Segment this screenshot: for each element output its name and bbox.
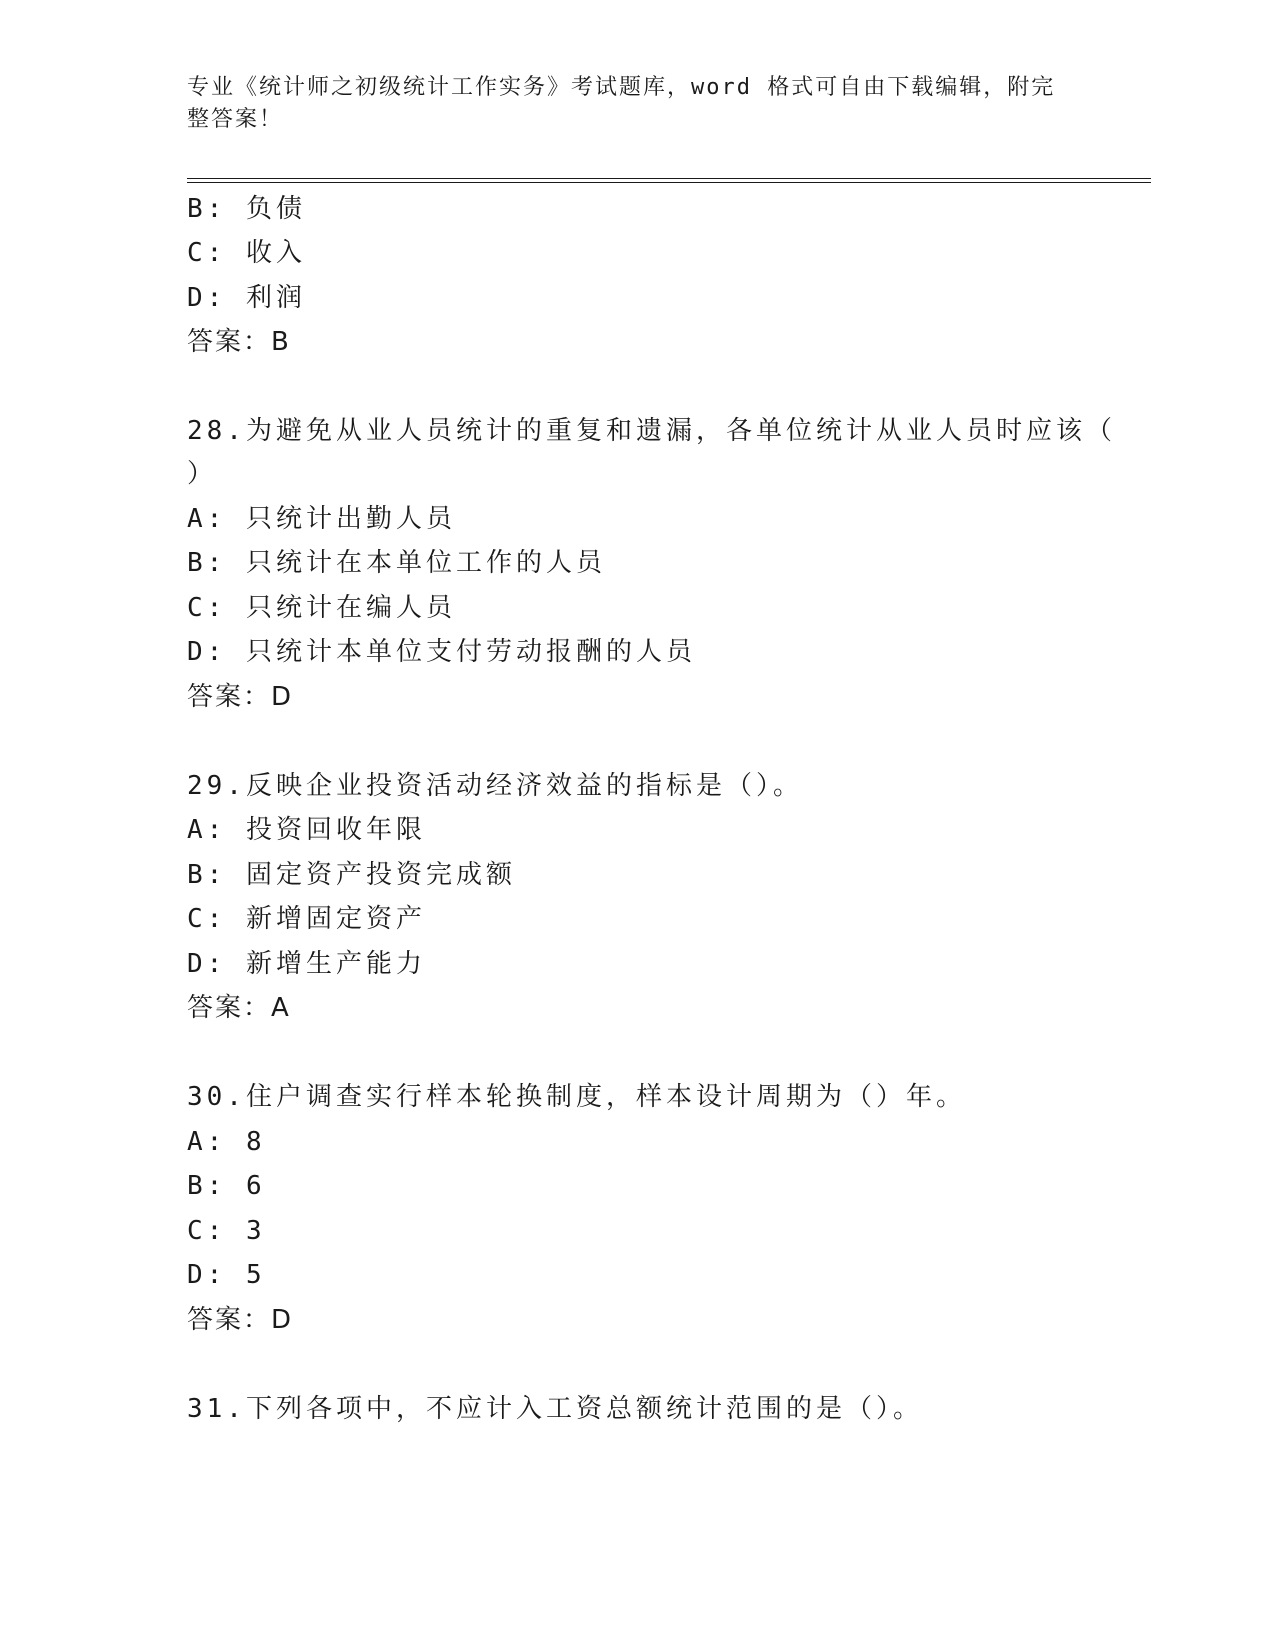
answer: 答案：B [187,327,291,357]
q28-option-c: C: 只统计在编人员 [187,593,456,623]
q30-option-d: D: 5 [187,1260,266,1290]
q30-option-c: C: 3 [187,1216,266,1246]
document-header [187,72,1067,136]
q29-answer: 答案：A [187,993,291,1023]
option-b: B: 负债 [187,194,306,224]
header-divider-bottom [187,182,1151,183]
q29-option-d: D: 新增生产能力 [187,949,426,979]
q29-option-a: A: 投资回收年限 [187,815,426,845]
option-d: D: 利润 [187,283,306,313]
q30-answer: 答案：D [187,1305,294,1335]
question-30-stem: 30.住户调查实行样本轮换制度，样本设计周期为（）年。 [187,1082,966,1112]
q30-option-b: B: 6 [187,1171,266,1201]
question-28-stem: 28.为避免从业人员统计的重复和遗漏，各单位统计从业人员时应该（ [187,416,1116,446]
q29-option-c: C: 新增固定资产 [187,904,426,934]
header-divider-top [187,178,1151,179]
q30-option-a: A: 8 [187,1127,266,1157]
q28-option-b: B: 只统计在本单位工作的人员 [187,548,606,578]
q28-option-a: A: 只统计出勤人员 [187,504,456,534]
q28-option-d: D: 只统计本单位支付劳动报酬的人员 [187,637,696,667]
question-29-stem: 29.反映企业投资活动经济效益的指标是（）。 [187,771,803,801]
question-28-stem-cont: ） [187,459,218,489]
q29-option-b: B: 固定资产投资完成额 [187,860,516,890]
q28-answer: 答案：D [187,682,294,712]
header-line-1: 专业《统计师之初级统计工作实务》考试题库，word 格式可自由下载编辑，附完 [187,75,1056,100]
option-c: C: 收入 [187,238,306,268]
question-31-stem: 31.下列各项中，不应计入工资总额统计范围的是（）。 [187,1394,923,1424]
header-line-2: 整答案！ [187,107,284,132]
